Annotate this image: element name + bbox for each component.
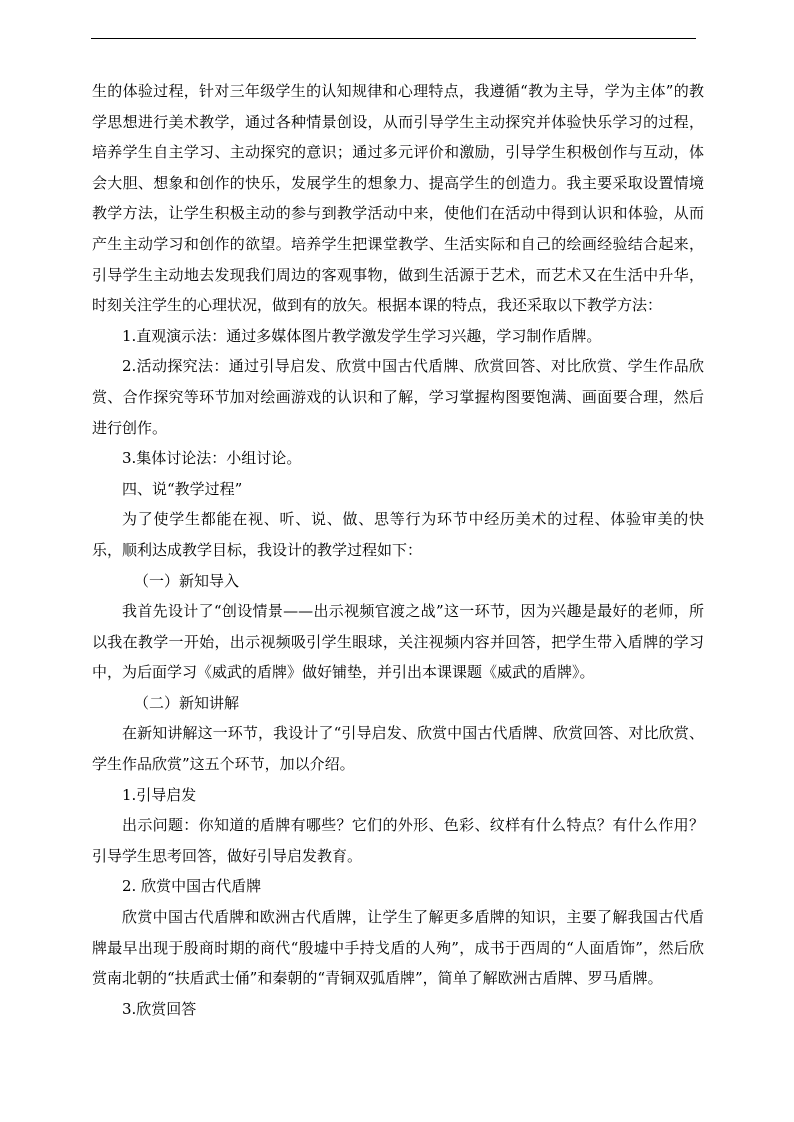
item-heading-ancient-shields: 2. 欣赏中国古代盾牌: [122, 877, 262, 896]
document-body: [92, 76, 704, 1024]
subheading-new-knowledge-intro: （一）新知导入: [134, 571, 240, 590]
paragraph-new-knowledge-explanation: 在新知讲解这一环节，我设计了“引导启发、欣赏中国古代盾牌、欣赏回答、对比欣赏、学生作品欣赏”这五个环节，加以介绍。: [92, 724, 704, 774]
subheading-new-knowledge-explanation: （二）新知讲解: [134, 693, 240, 712]
item-heading-appreciation-answer: 3.欣赏回答: [122, 999, 197, 1018]
paragraph-process-intro: 为了使学生都能在视、听、说、做、思等行为环节中经历美术的过程、体验审美的快乐，顺利达成教学目标，我设计的教学过程如下：: [92, 510, 704, 559]
paragraph-guidance: 出示问题：你知道的盾牌有哪些？它们的外形、色彩、纹样有什么特点？有什么作用？引导学生思考回答，做好引导启发教育。: [92, 816, 704, 865]
paragraph-new-knowledge-intro: 我首先设计了“创设情景——出示视频官渡之战”这一环节，因为兴趣是最好的老师，所以我在教学一开始，出示视频吸引学生眼球，关注视频内容并回答，把学生带入盾牌的学习中，为后面学习《威武的盾牌》做好铺垫，并引出本课课题《威武的盾牌》。: [92, 602, 704, 682]
method-item-demonstration: 1.直观演示法：通过多媒体图片教学激发学生学习兴趣，学习制作盾牌。: [122, 326, 602, 345]
item-heading-guidance: 1.引导启发: [122, 785, 197, 804]
method-item-group-discussion: 3.集体讨论法：小组讨论。: [122, 449, 302, 468]
paragraph-ancient-shields: 欣赏中国古代盾牌和欧洲古代盾牌，让学生了解更多盾牌的知识，主要了解我国古代盾牌最早出现于殷商时期的商代“殷墟中手持戈盾的人殉”，成书于西周的“人面盾饰”，然后欣赏南北朝的“扶盾武士俑”和秦朝的“青铜双弧盾牌”，简单了解欧洲古盾牌、罗马盾牌。: [92, 908, 704, 988]
paragraph-teaching-philosophy: 生的体验过程，针对三年级学生的认知规律和心理特点，我遵循“教为主导，学为主体”的教学思想进行美术教学，通过各种情景创设，从而引导学生主动探究并体验快乐学习的过程，培养学生自主学习、主动探究的意识；通过多元评价和激励，引导学生积极创作与互动，体会大胆、想象和创作的快乐，发展学生的想象力、提高学生的创造力。我主要采取设置情境教学方法，让学生积极主动的参与到教学活动中来，使他们在活动中得到认识和体验，从而产生主动学习和创作的欲望。培养学生把课堂教学、生活实际和自己的绘画经验结合起来，引导学生主动地去发现我们周边的客观事物，做到生活源于艺术，而艺术又在生活中升华，时刻关注学生的心理状况，做到有的放矢。根据本课的特点，我还采取以下教学方法：: [92, 82, 704, 315]
method-item-activity-inquiry: 2.活动探究法：通过引导启发、欣赏中国古代盾牌、欣赏回答、对比欣赏、学生作品欣赏、合作探究等环节加对绘画游戏的认识和了解，学习掌握构图要饱满、画面要合理，然后进行创作。: [92, 357, 704, 437]
header-rule: [91, 38, 696, 39]
section-heading-teaching-process: 四、说“教学过程”: [122, 479, 243, 498]
